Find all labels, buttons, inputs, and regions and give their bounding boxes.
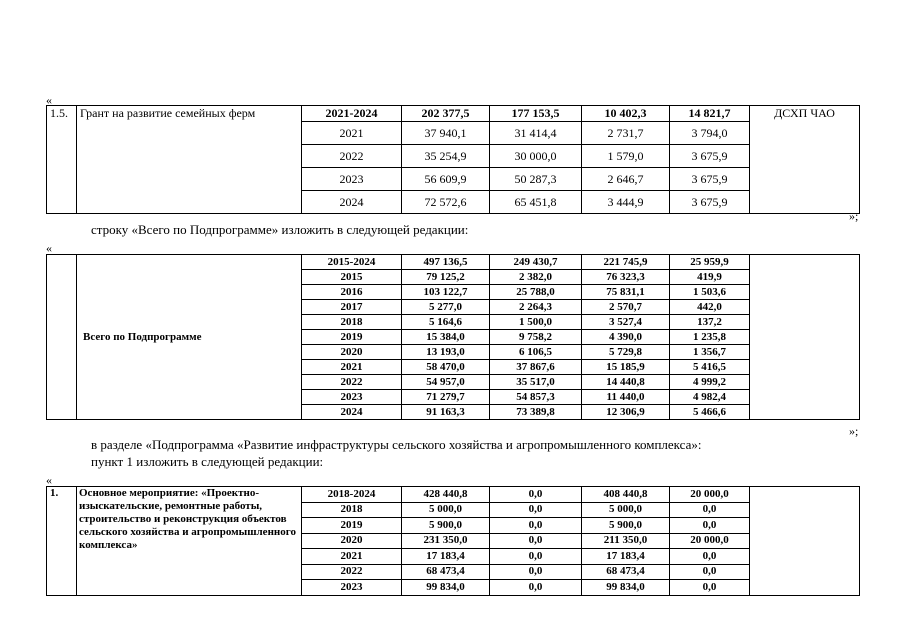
period-cell: 2019: [302, 518, 402, 534]
regional-cell: 5 000,0: [582, 502, 670, 518]
total-cell: 72 572,6: [402, 191, 490, 214]
total-cell: 103 122,7: [402, 285, 490, 300]
other-cell: 3 794,0: [670, 122, 750, 145]
regional-cell: 221 745,9: [582, 255, 670, 270]
row-number: [47, 255, 77, 420]
period-cell: 2023: [302, 390, 402, 405]
federal-cell: 0,0: [490, 549, 582, 565]
federal-cell: 25 788,0: [490, 285, 582, 300]
total-cell: 37 940,1: [402, 122, 490, 145]
federal-cell: 35 517,0: [490, 375, 582, 390]
period-cell: 2022: [302, 564, 402, 580]
federal-cell: 2 264,3: [490, 300, 582, 315]
instruction-paragraph-1: строку «Всего по Подпрограмме» изложить в следующей редакции:: [91, 222, 469, 237]
federal-cell: 50 287,3: [490, 168, 582, 191]
subprogram-total-label: Всего по Подпрограмме: [77, 255, 302, 420]
total-cell: 5 900,0: [402, 518, 490, 534]
total-cell: 5 000,0: [402, 502, 490, 518]
regional-cell: 2 646,7: [582, 168, 670, 191]
other-cell: 419,9: [670, 270, 750, 285]
instruction-paragraph-3: пункт 1 изложить в следующей редакции:: [91, 454, 324, 469]
regional-cell: 76 323,3: [582, 270, 670, 285]
regional-cell: 408 440,8: [582, 487, 670, 503]
regional-cell: 5 900,0: [582, 518, 670, 534]
other-cell: 0,0: [670, 502, 750, 518]
period-cell: 2019: [302, 330, 402, 345]
measure-name: Основное мероприятие: «Проектно-изыскательские, ремонтные работы, строительство и реконструкция объектов сельского хозяйства и агропромышленного комплекса»: [77, 487, 302, 596]
total-cell: 79 125,2: [402, 270, 490, 285]
federal-cell: 0,0: [490, 502, 582, 518]
responsible-executor: [750, 255, 860, 420]
other-cell: 442,0: [670, 300, 750, 315]
total-cell: 56 609,9: [402, 168, 490, 191]
federal-cell: 0,0: [490, 533, 582, 549]
other-cell: 137,2: [670, 315, 750, 330]
total-cell: 71 279,7: [402, 390, 490, 405]
period-cell: 2020: [302, 533, 402, 549]
total-cell: 17 183,4: [402, 549, 490, 565]
federal-cell: 0,0: [490, 564, 582, 580]
other-cell: 4 999,2: [670, 375, 750, 390]
close-quote: »;: [849, 424, 859, 438]
other-cell: 3 675,9: [670, 191, 750, 214]
period-cell: 2018: [302, 502, 402, 518]
period-cell: 2018: [302, 315, 402, 330]
total-cell: 497 136,5: [402, 255, 490, 270]
regional-cell: 3 527,4: [582, 315, 670, 330]
federal-cell: 0,0: [490, 487, 582, 503]
regional-cell: 12 306,9: [582, 405, 670, 420]
federal-cell: 0,0: [490, 518, 582, 534]
regional-cell: 2 570,7: [582, 300, 670, 315]
other-cell: 20 000,0: [670, 533, 750, 549]
open-quote: «: [46, 241, 52, 255]
federal-cell: 73 389,8: [490, 405, 582, 420]
table-row: [47, 255, 860, 270]
responsible-executor: ДСХП ЧАО: [750, 106, 860, 214]
other-cell: 5 416,5: [670, 360, 750, 375]
row-number: 1.5.: [47, 106, 77, 214]
measure-name: Грант на развитие семейных ферм: [77, 106, 302, 214]
other-cell: 1 503,6: [670, 285, 750, 300]
year-cell: 2024: [302, 191, 402, 214]
grant-table: [46, 105, 860, 214]
regional-cell: 1 579,0: [582, 145, 670, 168]
regional-cell: 3 444,9: [582, 191, 670, 214]
total-cell: 58 470,0: [402, 360, 490, 375]
total-cell: 428 440,8: [402, 487, 490, 503]
other-cell: 5 466,6: [670, 405, 750, 420]
federal-cell: 30 000,0: [490, 145, 582, 168]
total-cell: 231 350,0: [402, 533, 490, 549]
federal-cell: 1 500,0: [490, 315, 582, 330]
total-cell: 5 164,6: [402, 315, 490, 330]
total-cell: 35 254,9: [402, 145, 490, 168]
total-cell: 5 277,0: [402, 300, 490, 315]
federal-cell: 6 106,5: [490, 345, 582, 360]
table-row: [47, 487, 860, 503]
other-cell: 4 982,4: [670, 390, 750, 405]
period-cell: 2016: [302, 285, 402, 300]
regional-cell: 17 183,4: [582, 549, 670, 565]
period-cell: 2015-2024: [302, 255, 402, 270]
subprogram-total-table: [46, 254, 860, 420]
other-cell: 1 356,7: [670, 345, 750, 360]
infrastructure-table: [46, 486, 860, 596]
regional-cell: 15 185,9: [582, 360, 670, 375]
total-cell: 54 957,0: [402, 375, 490, 390]
regional-cell: 68 473,4: [582, 564, 670, 580]
period-cell: 2021: [302, 549, 402, 565]
other-cell: 3 675,9: [670, 168, 750, 191]
federal-cell: 0,0: [490, 580, 582, 596]
period-cell: 2021-2024: [302, 106, 402, 122]
other-cell: 0,0: [670, 549, 750, 565]
year-cell: 2022: [302, 145, 402, 168]
regional-cell: 99 834,0: [582, 580, 670, 596]
total-cell: 91 163,3: [402, 405, 490, 420]
other-cell: 1 235,8: [670, 330, 750, 345]
other-cell: 14 821,7: [670, 106, 750, 122]
regional-cell: 2 731,7: [582, 122, 670, 145]
other-cell: 0,0: [670, 564, 750, 580]
total-cell: 99 834,0: [402, 580, 490, 596]
regional-cell: 5 729,8: [582, 345, 670, 360]
federal-cell: 9 758,2: [490, 330, 582, 345]
period-cell: 2020: [302, 345, 402, 360]
federal-cell: 177 153,5: [490, 106, 582, 122]
total-cell: 13 193,0: [402, 345, 490, 360]
federal-cell: 31 414,4: [490, 122, 582, 145]
federal-cell: 65 451,8: [490, 191, 582, 214]
year-cell: 2021: [302, 122, 402, 145]
total-cell: 202 377,5: [402, 106, 490, 122]
total-cell: 15 384,0: [402, 330, 490, 345]
federal-cell: 2 382,0: [490, 270, 582, 285]
regional-cell: 211 350,0: [582, 533, 670, 549]
period-cell: 2022: [302, 375, 402, 390]
period-cell: 2024: [302, 405, 402, 420]
federal-cell: 249 430,7: [490, 255, 582, 270]
period-cell: 2018-2024: [302, 487, 402, 503]
regional-cell: 75 831,1: [582, 285, 670, 300]
other-cell: 20 000,0: [670, 487, 750, 503]
open-quote: «: [46, 93, 52, 107]
other-cell: 0,0: [670, 580, 750, 596]
period-cell: 2021: [302, 360, 402, 375]
federal-cell: 37 867,6: [490, 360, 582, 375]
responsible-executor: [750, 487, 860, 596]
instruction-paragraph-2: в разделе «Подпрограмма «Развитие инфраструктуры сельского хозяйства и агропромышленного комплекса»:: [91, 437, 702, 452]
period-cell: 2017: [302, 300, 402, 315]
other-cell: 3 675,9: [670, 145, 750, 168]
other-cell: 0,0: [670, 518, 750, 534]
other-cell: 25 959,9: [670, 255, 750, 270]
period-cell: 2023: [302, 580, 402, 596]
regional-cell: 14 440,8: [582, 375, 670, 390]
year-cell: 2023: [302, 168, 402, 191]
period-cell: 2015: [302, 270, 402, 285]
total-cell: 68 473,4: [402, 564, 490, 580]
federal-cell: 54 857,3: [490, 390, 582, 405]
open-quote: «: [46, 473, 52, 487]
row-number: 1.: [47, 487, 77, 596]
regional-cell: 11 440,0: [582, 390, 670, 405]
regional-cell: 10 402,3: [582, 106, 670, 122]
regional-cell: 4 390,0: [582, 330, 670, 345]
close-quote: »;: [849, 209, 859, 223]
